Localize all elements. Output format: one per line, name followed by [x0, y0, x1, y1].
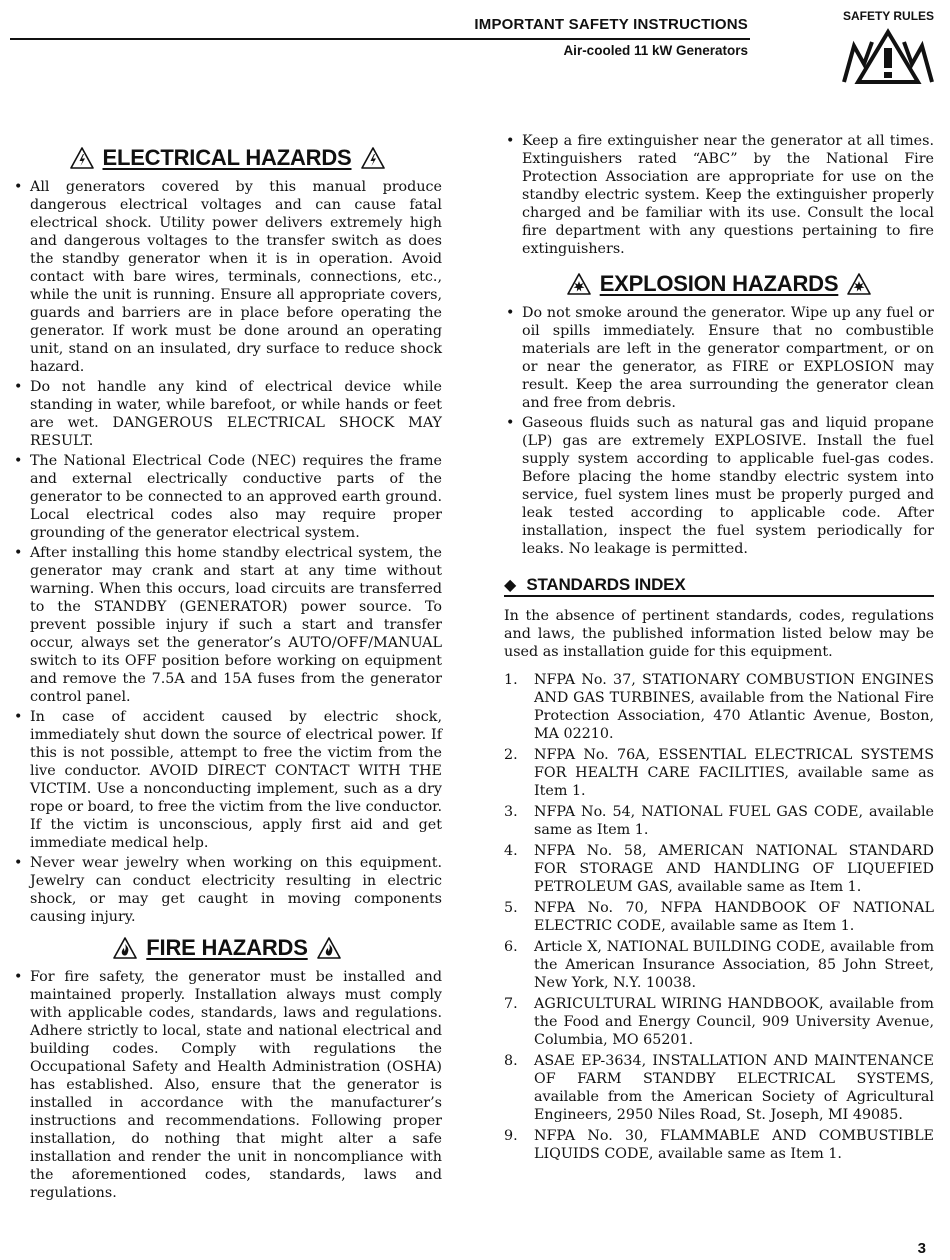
item-number: 7.	[504, 996, 518, 1012]
diamond-icon: ◆	[504, 575, 517, 594]
explosion-hazards-title: EXPLOSION HAZARDS	[599, 271, 839, 296]
item-number: 9.	[504, 1128, 518, 1144]
list-item: • The National Electrical Code (NEC) requires the frame and external electrically conductive parts of the generator to be connected to an approved earth ground. Local electrical codes also may require proper grounding of the generator electrical system.	[12, 452, 442, 542]
list-item: • Do not handle any kind of electrical device while standing in water, while barefoot, or while hands or feet are wet. DANGEROUS ELECTRICAL SHOCK MAY RESULT.	[12, 378, 442, 450]
standards-index-heading	[504, 576, 934, 597]
explosion-hazards-heading	[504, 272, 934, 296]
item-text: NFPA No. 30, FLAMMABLE AND COMBUSTIBLE LIQUIDS CODE, available same as Item 1.	[534, 1128, 934, 1162]
list-item: • Gaseous fluids such as natural gas and liquid propane (LP) gas are extremely EXPLOSIVE. Install the fuel supply system according to applicable fuel-gas codes. Before placing the home standby electric system into service, fuel system lines must be properly purged and leak tested according to applicable code. After installation, inspect the fuel system periodically for leaks. No leakage is permitted.	[504, 414, 934, 558]
fire-hazards-list-continued	[504, 132, 934, 258]
item-text: NFPA No. 58, AMERICAN NATIONAL STANDARD FOR STORAGE AND HANDLING OF LIQUEFIED PETROLEUM GAS, available same as Item 1.	[534, 843, 934, 895]
standards-index-title: STANDARDS INDEX	[526, 575, 686, 594]
list-item	[504, 1127, 934, 1163]
item-text: AGRICULTURAL WIRING HANDBOOK, available from the Food and Energy Council, 909 University Avenue, Columbia, MO 65201.	[534, 996, 934, 1048]
standards-intro: In the absence of pertinent standards, codes, regulations and laws, the published information listed below may be used as installation guide for this equipment.	[504, 608, 934, 660]
page-number: 3	[917, 1240, 926, 1257]
fire-hazards-heading	[12, 936, 442, 960]
item-number: 8.	[504, 1053, 518, 1069]
header-rule	[10, 38, 750, 40]
list-item: • Never wear jewelry when working on this equipment. Jewelry can conduct electricity resulting in electric shock, or may get caught in moving components causing injury.	[12, 854, 442, 926]
fire-hazard-icon	[316, 936, 342, 960]
header-subtitle: Air-cooled 11 kW Generators	[563, 43, 748, 58]
fire-hazard-icon	[112, 936, 138, 960]
list-item: • Do not smoke around the generator. Wipe up any fuel or oil spills immediately. Ensure that no combustible materials are left in the generator compartment, or on or near the generator, as FIRE or EXPLOSION may result. Keep the area surrounding the generator clean and free from debris.	[504, 304, 934, 412]
electrical-hazard-icon	[360, 146, 386, 170]
item-text: NFPA No. 70, NFPA HANDBOOK OF NATIONAL ELECTRIC CODE, available same as Item 1.	[534, 900, 934, 934]
list-item	[504, 842, 934, 896]
list-item: • For fire safety, the generator must be installed and maintained properly. Installation always must comply with applicable codes, standards, laws and regulations. Adhere strictly to local, state and national electrical and building codes. Comply with regulations the Occupational Safety and Health Administration (OSHA) has established. Also, ensure that the generator is installed in accordance with the manufacturer’s instructions and recommendations. Following proper installation, do nothing that might alter a safe installation and render the unit in noncompliance with the aforementioned codes, standards, laws and regulations.	[12, 968, 442, 1202]
list-item: • Keep a fire extinguisher near the generator at all times. Extinguishers rated “ABC” by the National Fire Protection Association are appropriate for use on the standby electric system. Keep the extinguisher properly charged and be familiar with its use. Consult the local fire department with any questions pertaining to fire extinguishers.	[504, 132, 934, 258]
list-item: • In case of accident caused by electric shock, immediately shut down the source of electrical power. If this is not possible, attempt to free the victim from the live conductor. AVOID DIRECT CONTACT WITH THE VICTIM. Use a nonconducting implement, such as a dry rope or board, to free the victim from the live conductor. If the victim is unconscious, apply first aid and get immediate medical help.	[12, 708, 442, 852]
list-item: • All generators covered by this manual produce dangerous electrical voltages and can cause fatal electrical shock. Utility power delivers extremely high and dangerous voltages to the transfer switch as does the standby generator when it is in operation. Avoid contact with bare wires, terminals, connections, etc., while the unit is running. Ensure all appropriate covers, guards and barriers are in place before operating the generator. If work must be done around an operating unit, stand on an insulated, dry surface to reduce shock hazard.	[12, 178, 442, 376]
safety-warning-icon	[838, 24, 938, 86]
electrical-hazard-icon	[69, 146, 95, 170]
list-item	[504, 746, 934, 800]
explosion-hazards-list	[504, 304, 934, 558]
item-number: 6.	[504, 939, 518, 955]
list-item	[504, 1052, 934, 1124]
list-item	[504, 671, 934, 743]
header-title: IMPORTANT SAFETY INSTRUCTIONS	[474, 16, 748, 33]
standards-list	[504, 671, 934, 1163]
item-number: 4.	[504, 843, 518, 859]
list-item	[504, 938, 934, 992]
electrical-hazards-heading	[12, 146, 442, 170]
safety-rules-label: SAFETY RULES	[842, 9, 935, 23]
list-item	[504, 899, 934, 935]
explosion-hazard-icon	[566, 272, 592, 296]
fire-hazards-title: FIRE HAZARDS	[146, 935, 308, 960]
item-number: 3.	[504, 804, 518, 820]
item-number: 5.	[504, 900, 518, 916]
electrical-hazards-title: ELECTRICAL HAZARDS	[102, 145, 352, 170]
fire-hazards-list	[12, 968, 442, 1202]
item-text: Article X, NATIONAL BUILDING CODE, available from the American Insurance Association, 85 John Street, New York, N.Y. 10038.	[534, 939, 934, 991]
left-column	[12, 146, 442, 1204]
list-item: • After installing this home standby electrical system, the generator may crank and start at any time without warning. When this occurs, load circuits are transferred to the STANDBY (GENERATOR) power source. To prevent possible injury if such a start and transfer occur, always set the generator’s AUTO/OFF/MANUAL switch to its OFF position before working on equipment and remove the 7.5A and 15A fuses from the generator control panel.	[12, 544, 442, 706]
item-text: NFPA No. 37, STATIONARY COMBUSTION ENGINES AND GAS TURBINES, available from the National Fire Protection Association, 470 Atlantic Avenue, Boston, MA 02210.	[534, 672, 934, 742]
right-column	[504, 132, 934, 1166]
explosion-hazard-icon	[846, 272, 872, 296]
item-text: ASAE EP-3634, INSTALLATION AND MAINTENANCE OF FARM STANDBY ELECTRICAL SYSTEMS, available from the American Society of Agricultural Engineers, 2950 Niles Road, St. Joseph, MI 49085.	[534, 1053, 934, 1123]
list-item	[504, 803, 934, 839]
item-text: NFPA No. 54, NATIONAL FUEL GAS CODE, available same as Item 1.	[534, 804, 934, 838]
item-number: 2.	[504, 747, 518, 763]
item-text: NFPA No. 76A, ESSENTIAL ELECTRICAL SYSTEMS FOR HEALTH CARE FACILITIES, available same as Item 1.	[534, 747, 934, 799]
list-item	[504, 995, 934, 1049]
electrical-hazards-list	[12, 178, 442, 926]
item-number: 1.	[504, 672, 518, 688]
